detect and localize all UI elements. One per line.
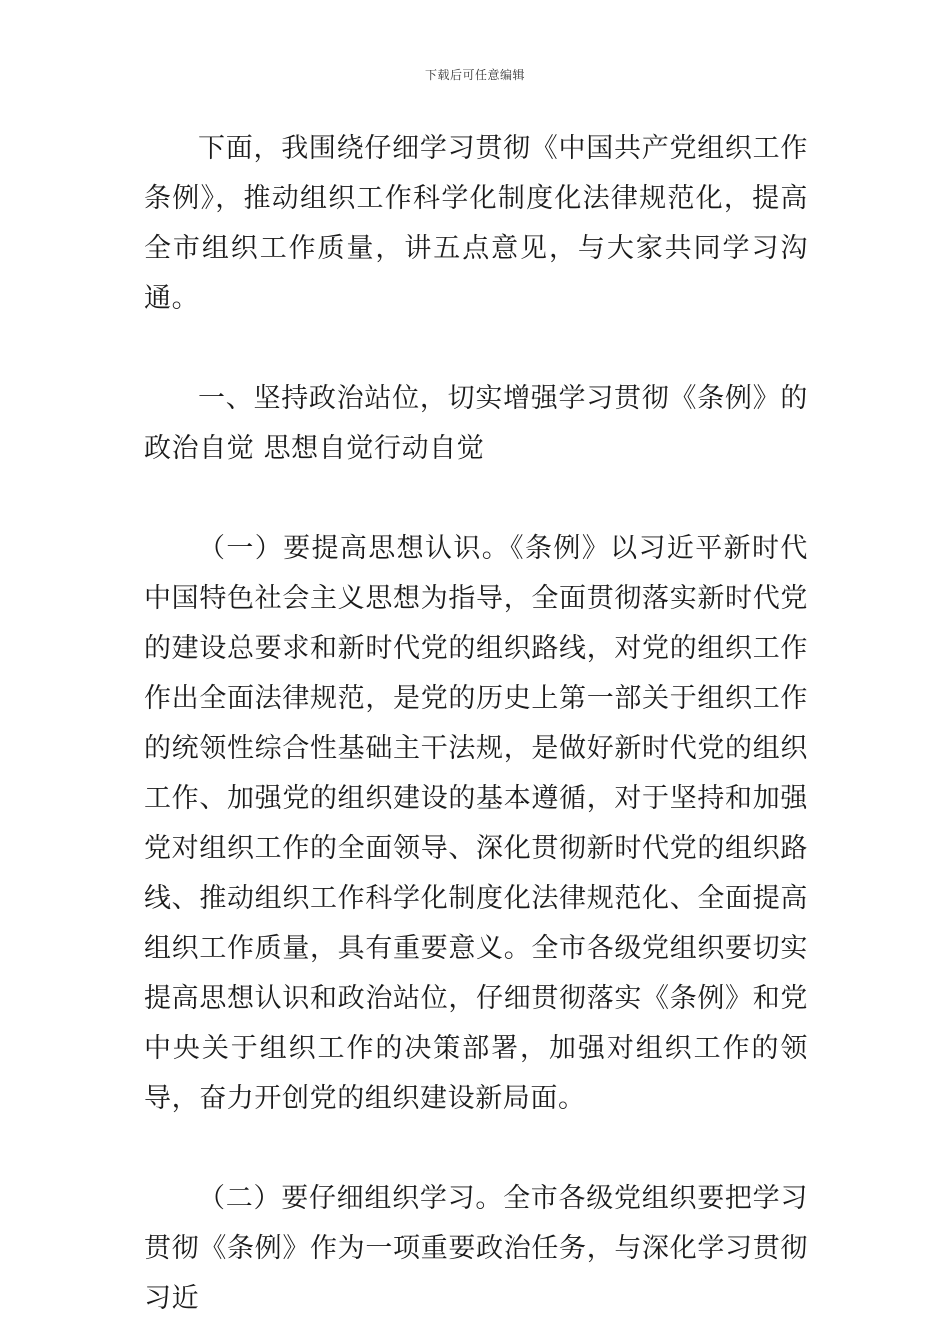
- subsection-1-paragraph: （一）要提高思想认识。《条例》以习近平新时代中国特色社会主义思想为指导，全面贯彻落实新时代党的建设总要求和新时代党的组织路线，对党的组织工作作出全面法律规范，是党的历史上第一部关于组织工作的统领性综合性基础主干法规，是做好新时代党的组织工作、加强党的组织建设的基本遵循，对于坚持和加强党对组织工作的全面领导、深化贯彻新时代党的组织路线、推动组织工作科学化制度化法律规范化、全面提高组织工作质量，具有重要意义。全市各级党组织要切实提高思想认识和政治站位，仔细贯彻落实《条例》和党中央关于组织工作的决策部署，加强对组织工作的领导，奋力开创党的组织建设新局面。: [144, 533, 808, 1114]
- section-heading-1: 一、坚持政治站位，切实增强学习贯彻《条例》的政治自觉 思想自觉行动自觉: [144, 383, 808, 464]
- paragraph-spacer: [144, 324, 808, 374]
- document-body: [144, 124, 808, 1324]
- download-note: 下载后可任意编辑: [424, 68, 525, 82]
- paragraph-spacer: [144, 1124, 808, 1174]
- intro-paragraph: 下面，我围绕仔细学习贯彻《中国共产党组织工作条例》，推动组织工作科学化制度化法律规范化，提高全市组织工作质量，讲五点意见，与大家共同学习沟通。: [144, 133, 808, 314]
- subsection-2-paragraph: （二）要仔细组织学习。全市各级党组织要把学习贯彻《条例》作为一项重要政治任务，与深化学习贯彻习近: [144, 1183, 808, 1314]
- paragraph-spacer: [144, 474, 808, 524]
